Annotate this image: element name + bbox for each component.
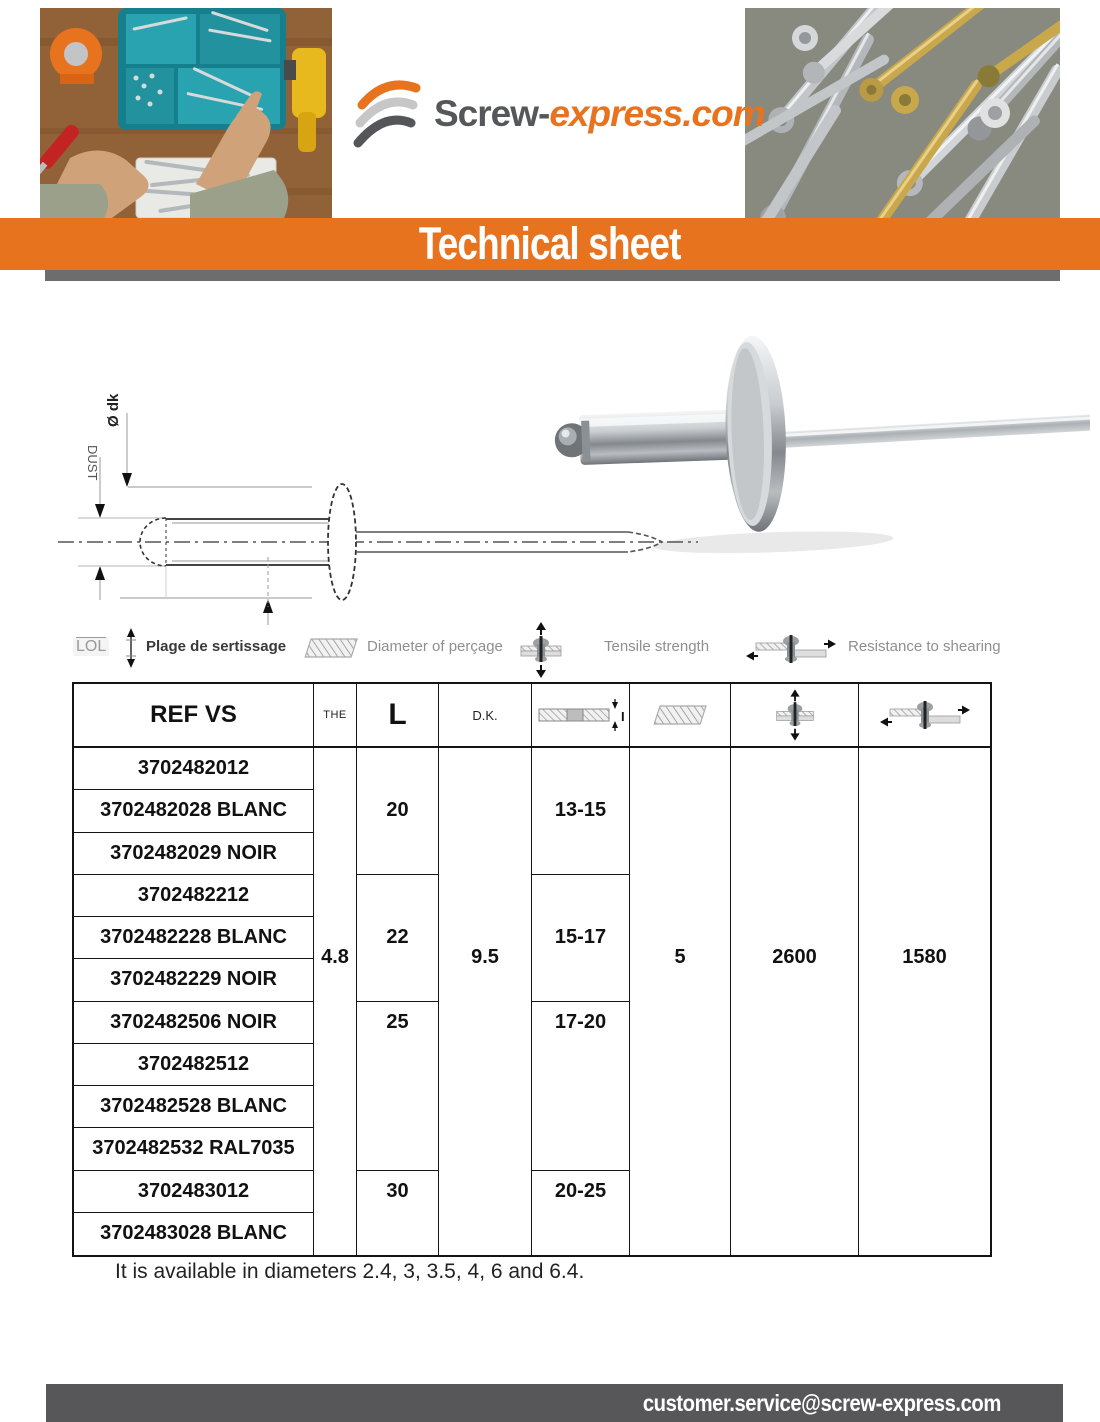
drill-diameter-icon — [649, 703, 711, 727]
col-header-the: THE — [314, 684, 357, 748]
l-value-cell: 25 — [357, 1002, 439, 1171]
clinch-range-icon — [535, 695, 627, 735]
brand-text-dark: Screw- — [434, 93, 550, 134]
workbench-photo — [40, 8, 332, 218]
ref-cell: 3702482229 NOIR — [74, 959, 314, 1001]
the-value-cell: 4.8 — [314, 748, 357, 1255]
ref-cell: 3702482228 BLANC — [74, 917, 314, 959]
screw-pile-photo — [745, 8, 1060, 218]
col-header-dk: D.K. — [439, 684, 532, 748]
l-value-cell: 30 — [357, 1171, 439, 1256]
legend-drill-label: Diameter of perçage — [367, 638, 503, 655]
tensile-strength-icon — [517, 622, 565, 678]
ref-cell: 3702482029 NOIR — [74, 833, 314, 875]
col-header-clinch — [532, 684, 630, 748]
shear-resistance-icon — [879, 696, 971, 734]
ref-cell: 3702482212 — [74, 875, 314, 917]
ref-cell: 3702482506 NOIR — [74, 1002, 314, 1044]
technical-drawing — [50, 385, 710, 630]
brand-logo — [352, 72, 765, 156]
banner-divider — [45, 270, 1060, 281]
col-header-l: L — [357, 684, 439, 748]
icons-legend — [0, 626, 1100, 674]
ref-cell: 3702482528 BLANC — [74, 1086, 314, 1128]
ref-cell: 3702482012 — [74, 748, 314, 790]
brand-text-orange: express.com — [549, 93, 765, 134]
ref-cell: 3702482532 RAL7035 — [74, 1128, 314, 1170]
availability-note: It is available in diameters 2.4, 3, 3.5, 4, 6 and 6.4. — [115, 1260, 585, 1283]
ref-cell: 3702483028 BLANC — [74, 1213, 314, 1255]
legend-clinch-label: Plage de sertissage — [146, 638, 287, 655]
clinch-value-cell: 13-15 — [532, 748, 630, 875]
drill-diameter-icon — [302, 636, 362, 660]
col-header-ref: REF VS — [74, 684, 314, 748]
shear-resistance-icon — [746, 630, 836, 668]
legend-tensile-label: Tensile strength — [604, 638, 710, 655]
col-header-tensile — [731, 684, 859, 748]
col-header-shear — [859, 684, 990, 748]
dk-value-cell: 9.5 — [439, 748, 532, 1255]
l-value-cell: 22 — [357, 875, 439, 1002]
contact-email-link[interactable]: customer.service@screw-express.com — [642, 1389, 1001, 1416]
l-value-cell: 20 — [357, 748, 439, 875]
drill-value-cell: 5 — [630, 748, 731, 1255]
page-title: Technical sheet — [419, 218, 681, 269]
clinch-value-cell: 20-25 — [532, 1171, 630, 1256]
clinch-range-symbol-text: $\overline{LOL}$ — [76, 638, 107, 655]
ref-cell: 3702482028 BLANC — [74, 790, 314, 832]
tensile-strength-icon — [773, 688, 817, 742]
logo-arcs-icon — [352, 77, 426, 151]
body-diameter-label: DUST — [85, 445, 100, 481]
title-banner — [0, 218, 1100, 270]
clinch-value-cell: 15-17 — [532, 875, 630, 1002]
shear-value-cell: 1580 — [902, 946, 947, 968]
svg-text:I: I — [620, 709, 625, 724]
vertical-range-arrow-icon — [124, 628, 138, 668]
legend-shear-label: Resistance to shearing — [848, 638, 1001, 655]
clinch-range-symbol — [73, 638, 109, 656]
ref-cell: 3702482512 — [74, 1044, 314, 1086]
ref-cell: 3702483012 — [74, 1171, 314, 1213]
col-header-drill — [630, 684, 731, 748]
tensile-value-cell: 2600 — [731, 748, 859, 1255]
brand-wordmark — [434, 93, 765, 135]
footer-bar — [46, 1384, 1063, 1422]
clinch-value-cell: 17-20 — [532, 1002, 630, 1171]
spec-table — [72, 682, 992, 1257]
flange-diameter-label: Ø dk — [105, 393, 122, 427]
